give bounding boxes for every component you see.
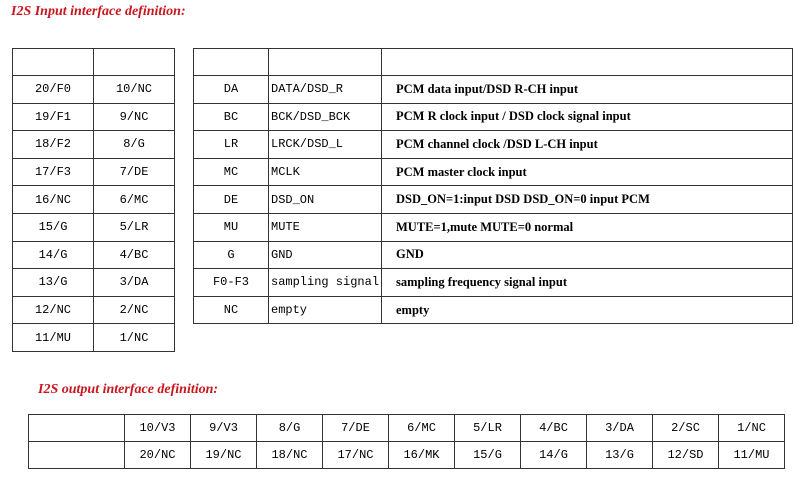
output-pin-cell: 14/G [521, 442, 587, 469]
signal-code-cell: F0-F3 [194, 269, 269, 297]
table-header-row [13, 49, 175, 76]
signal-name-cell: LRCK/DSD_L [269, 131, 382, 159]
table-row [13, 186, 175, 214]
output-pin-cell: 19/NC [191, 442, 257, 469]
signal-description-cell: PCM channel clock /DSD L-CH input [382, 131, 793, 159]
pin-left-cell: 12/NC [13, 296, 94, 324]
table-row [194, 158, 793, 186]
table-row [29, 415, 785, 442]
pin-left-cell: 20/F0 [13, 76, 94, 104]
table-row [194, 186, 793, 214]
pin-right-cell: 10/NC [94, 76, 175, 104]
signal-description-cell: DSD_ON=1:input DSD DSD_ON=0 input PCM [382, 186, 793, 214]
input-interface-title: I2S Input interface definition: [11, 4, 186, 19]
pin-left-cell: 11/MU [13, 324, 94, 352]
table-row [13, 131, 175, 159]
table-row [194, 269, 793, 297]
header-cell [382, 49, 793, 76]
signal-description-cell: PCM R clock input / DSD clock signal input [382, 103, 793, 131]
output-pin-cell: 6/MC [389, 415, 455, 442]
pin-left-cell: 13/G [13, 269, 94, 297]
pin-right-cell: 2/NC [94, 296, 175, 324]
table-row [194, 213, 793, 241]
output-pin-cell: 10/V3 [125, 415, 191, 442]
table-row [13, 158, 175, 186]
output-pin-cell: 2/SC [653, 415, 719, 442]
table-row [13, 213, 175, 241]
output-pin-cell: 8/G [257, 415, 323, 442]
pin-right-cell: 1/NC [94, 324, 175, 352]
output-pin-table [28, 414, 785, 469]
signal-code-cell: LR [194, 131, 269, 159]
pin-right-cell: 5/LR [94, 213, 175, 241]
output-pin-cell: 17/NC [323, 442, 389, 469]
pin-right-cell: 8/G [94, 131, 175, 159]
output-pin-cell: 7/DE [323, 415, 389, 442]
signal-name-cell: BCK/DSD_BCK [269, 103, 382, 131]
pin-left-cell: 19/F1 [13, 103, 94, 131]
signal-code-cell: G [194, 241, 269, 269]
signal-name-cell: GND [269, 241, 382, 269]
blank-cell [29, 442, 125, 469]
pin-right-cell: 4/BC [94, 241, 175, 269]
table-row [13, 76, 175, 104]
output-pin-cell: 12/SD [653, 442, 719, 469]
signal-code-cell: NC [194, 296, 269, 324]
output-pin-cell: 5/LR [455, 415, 521, 442]
pin-right-cell: 9/NC [94, 103, 175, 131]
output-pin-cell: 13/G [587, 442, 653, 469]
table-row [194, 76, 793, 104]
pin-right-cell: 3/DA [94, 269, 175, 297]
pin-left-cell: 18/F2 [13, 131, 94, 159]
output-pin-cell: 11/MU [719, 442, 785, 469]
signal-code-cell: DE [194, 186, 269, 214]
output-pin-cell: 1/NC [719, 415, 785, 442]
header-cell [13, 49, 94, 76]
header-cell [269, 49, 382, 76]
output-pin-cell: 16/MK [389, 442, 455, 469]
output-pin-cell: 18/NC [257, 442, 323, 469]
signal-code-cell: MC [194, 158, 269, 186]
signal-name-cell: DSD_ON [269, 186, 382, 214]
signal-description-cell: PCM data input/DSD R-CH input [382, 76, 793, 104]
signal-code-cell: MU [194, 213, 269, 241]
signal-name-cell: MCLK [269, 158, 382, 186]
pin-right-cell: 7/DE [94, 158, 175, 186]
table-header-row [194, 49, 793, 76]
table-row [13, 241, 175, 269]
signal-name-cell: empty [269, 296, 382, 324]
output-pin-cell: 4/BC [521, 415, 587, 442]
signal-description-cell: MUTE=1,mute MUTE=0 normal [382, 213, 793, 241]
output-pin-cell: 15/G [455, 442, 521, 469]
header-cell [94, 49, 175, 76]
table-row [194, 131, 793, 159]
output-pin-cell: 3/DA [587, 415, 653, 442]
table-row [13, 269, 175, 297]
pin-left-cell: 14/G [13, 241, 94, 269]
input-pin-table [12, 48, 175, 352]
signal-name-cell: sampling signal [269, 269, 382, 297]
pin-left-cell: 17/F3 [13, 158, 94, 186]
output-pin-cell: 9/V3 [191, 415, 257, 442]
signal-code-cell: BC [194, 103, 269, 131]
signal-definition-table [193, 48, 793, 324]
output-pin-cell: 20/NC [125, 442, 191, 469]
signal-description-cell: PCM master clock input [382, 158, 793, 186]
header-cell [194, 49, 269, 76]
table-row [13, 324, 175, 352]
signal-description-cell: GND [382, 241, 793, 269]
table-row [13, 103, 175, 131]
signal-description-cell: empty [382, 296, 793, 324]
signal-name-cell: DATA/DSD_R [269, 76, 382, 104]
pin-left-cell: 16/NC [13, 186, 94, 214]
signal-code-cell: DA [194, 76, 269, 104]
output-interface-title: I2S output interface definition: [38, 382, 219, 397]
table-row [194, 103, 793, 131]
pin-left-cell: 15/G [13, 213, 94, 241]
table-row [194, 241, 793, 269]
blank-cell [29, 415, 125, 442]
table-row [29, 442, 785, 469]
table-row [13, 296, 175, 324]
pin-right-cell: 6/MC [94, 186, 175, 214]
table-row [194, 296, 793, 324]
signal-description-cell: sampling frequency signal input [382, 269, 793, 297]
signal-name-cell: MUTE [269, 213, 382, 241]
